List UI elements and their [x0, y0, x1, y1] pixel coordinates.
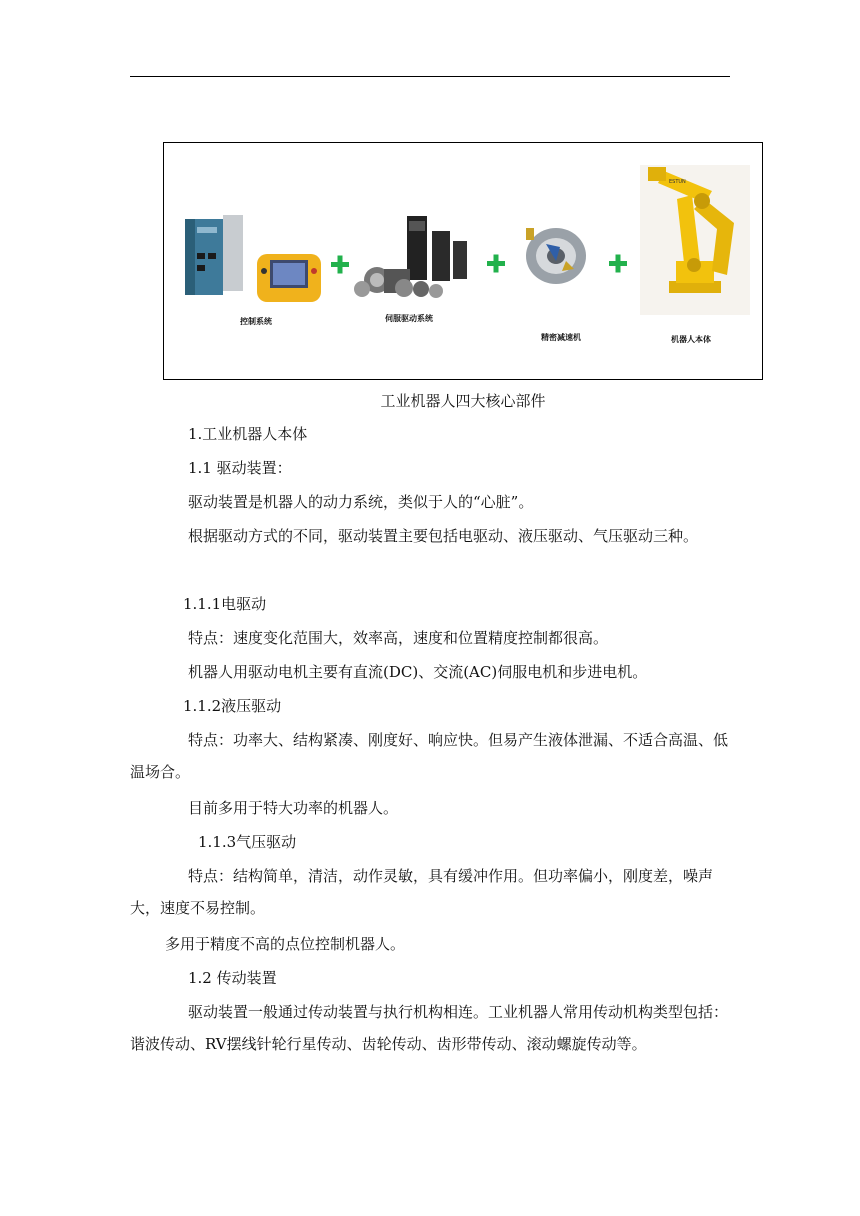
core-components-figure [163, 142, 763, 380]
label-servo-system: 伺服驱动系统 [385, 314, 433, 323]
heading-robot-body: 1.工业机器人本体 [188, 425, 308, 443]
paragraph: 驱动装置是机器人的动力系统，类似于人的“心脏”。 [188, 493, 534, 511]
paragraph: 驱动装置一般通过传动装置与执行机构相连。工业机器人常用传动机构类型包括：谐波传动、RV摆线针轮行星传动、齿轮传动、齿形带传动、滚动螺旋传动等。 [130, 1003, 729, 1053]
heading-pneumatic-drive: 1.1.3气压驱动 [198, 833, 297, 851]
paragraph: 特点：速度变化范围大，效率高，速度和位置精度控制都很高。 [188, 629, 609, 647]
figure-caption: 工业机器人四大核心部件 [380, 392, 546, 410]
controller-image [185, 215, 243, 295]
paragraph: 特点：结构简单，清洁，动作灵敏，具有缓冲作用。但功率偏小，刚度差，噪声大，速度不易控制。 [130, 867, 714, 917]
heading-electric-drive: 1.1.1电驱动 [183, 595, 267, 613]
plus-icon [609, 255, 627, 273]
heading-hydraulic-drive: 1.1.2液压驱动 [183, 697, 282, 715]
servo-drive-image [354, 216, 467, 298]
header-rule [130, 76, 730, 77]
paragraph: 目前多用于特大功率的机器人。 [188, 799, 399, 817]
heading-drive-device: 1.1 驱动装置： [188, 459, 292, 477]
plus-icon [331, 256, 349, 274]
paragraph: 根据驱动方式的不同，驱动装置主要包括电驱动、液压驱动、气压驱动三种。 [188, 527, 699, 545]
label-reducer: 精密减速机 [541, 333, 581, 342]
plus-icon [487, 255, 505, 273]
teach-pendant-image [257, 254, 321, 302]
robot-arm-image [640, 165, 750, 315]
label-robot-body: 机器人本体 [671, 335, 711, 344]
label-control-system: 控制系统 [240, 317, 272, 326]
reducer-image [526, 228, 586, 284]
paragraph: 特点：功率大、结构紧凑、刚度好、响应快。但易产生液体泄漏、不适合高温、低温场合。 [130, 731, 729, 781]
paragraph: 机器人用驱动电机主要有直流(DC)、交流(AC)伺服电机和步进电机。 [188, 663, 648, 681]
figure-illustration [164, 143, 764, 381]
paragraph: 多用于精度不高的点位控制机器人。 [165, 935, 406, 953]
heading-transmission: 1.2 传动装置 [188, 969, 277, 987]
robot-brand-label: ESTUN [669, 179, 686, 185]
